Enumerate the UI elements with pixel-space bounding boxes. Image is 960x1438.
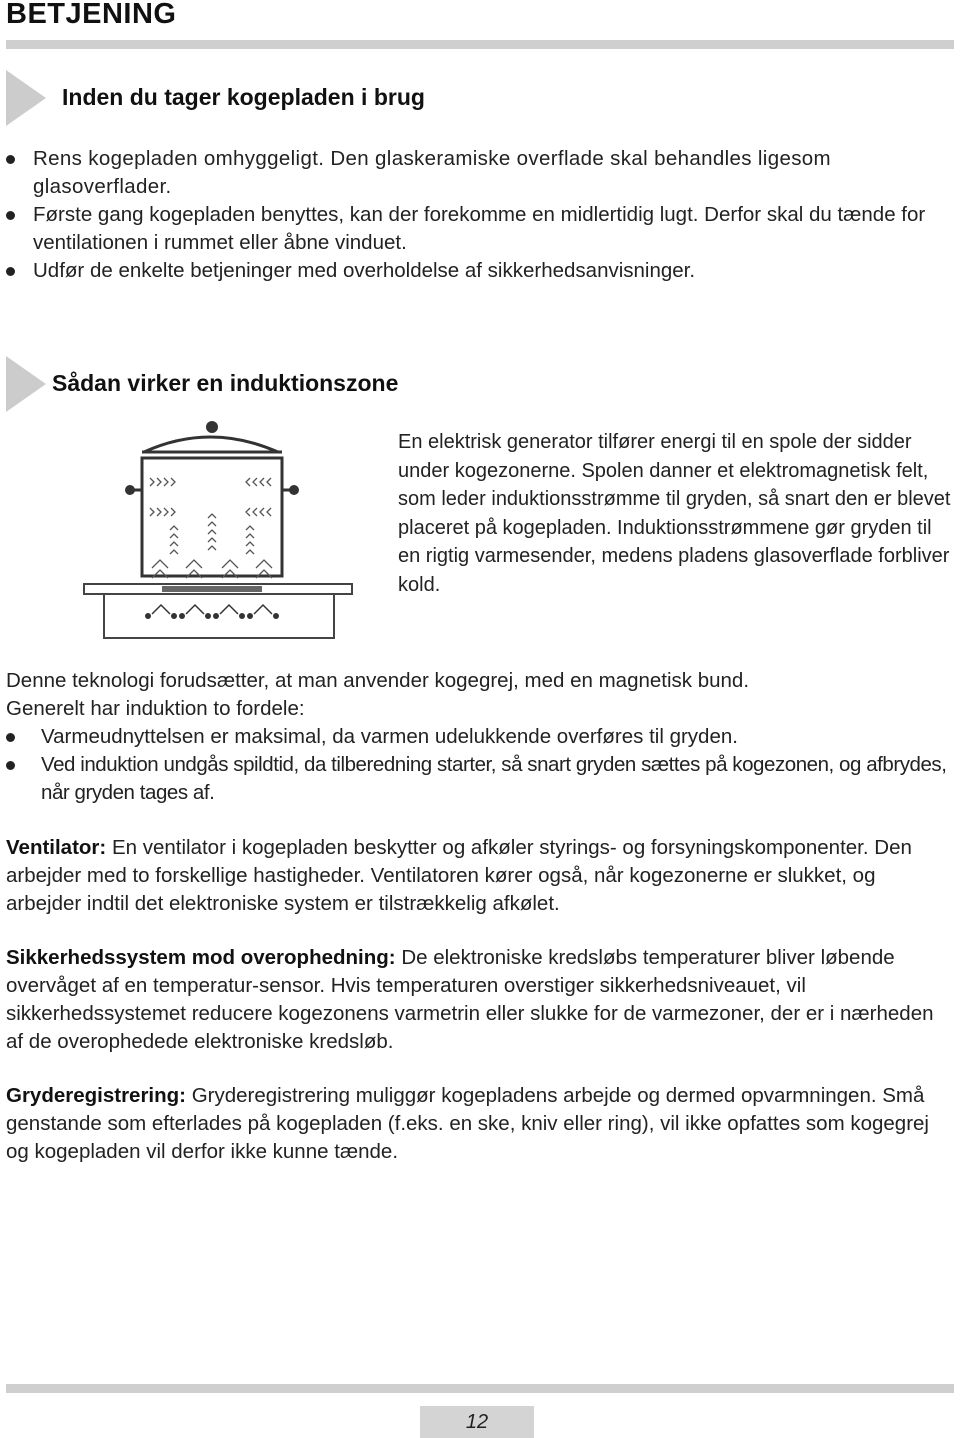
list-item-text: Rens kogepladen omhyggeligt. Den glaskeramiske overflade skal behandles ligesom glasoverflader. [33, 147, 831, 198]
intro-paragraph-2: Generelt har induktion to fordele: [6, 697, 305, 720]
pot-detection-label: Gryderegistrering: [6, 1084, 186, 1107]
before-use-list [6, 145, 956, 285]
section-arrow-icon [6, 70, 46, 126]
pot-detection-text: Gryderegistrering muliggør kogepladens arbejde og dermed opvarmningen. Små genstande som efterlades på kogepladen (f.eks. en ske, kniv eller ring), vil ikke opfattes som kogegrej og kogepladen vil derfor ikke kunne tænde. [6, 1084, 929, 1163]
list-item-text: Ved induktion undgås spildtid, da tilberedning starter, så snart gryden sættes på kogezonen, og afbrydes, når gryden tages af. [41, 753, 947, 804]
bullet-icon [6, 761, 15, 770]
list-item [6, 751, 956, 807]
bullet-icon [6, 733, 15, 742]
section-title-induction: Sådan virker en induktionszone [52, 370, 399, 396]
page-number: 12 [420, 1406, 534, 1438]
pot-detection-paragraph [6, 1082, 956, 1166]
footer-divider [6, 1384, 954, 1393]
bullet-icon [6, 267, 15, 276]
ventilator-text: En ventilator i kogepladen beskytter og afkøler styrings- og forsyningskomponenter. Den arbejder med to forskellige hastigheder. Ventilatoren kører også, når kogezonerne er slukket, og arbejder indtil det elektroniske system er tilstrækkelig afkølet. [6, 836, 912, 915]
list-item [6, 145, 956, 201]
ventilator-paragraph [6, 834, 956, 918]
list-item [6, 201, 956, 257]
section-title-before-use: Inden du tager kogepladen i brug [62, 84, 425, 110]
list-item-text: Første gang kogepladen benyttes, kan der forekomme en midlertidig lugt. Derfor skal du tænde for ventilationen i rummet eller åbne vinduet. [33, 203, 926, 254]
section-arrow-icon [6, 356, 46, 412]
list-item-text: Udfør de enkelte betjeninger med overholdelse af sikkerhedsanvisninger. [33, 259, 696, 282]
page-title: BETJENING [6, 0, 177, 30]
overheating-label: Sikkerhedssystem mod overophedning: [6, 946, 396, 969]
list-item [6, 257, 956, 285]
header-divider [6, 40, 954, 49]
induction-description: En elektrisk generator tilfører energi til en spole der sidder under kogezonerne. Spolen danner et elektromagnetisk felt, som leder induktionsstrømme til gryden, så snart den er blevet placeret på kogepladen. Induktionsstrømmene gør gryden til en rigtig varmesender, medens pladens glasoverflade forbliver kold. [398, 431, 951, 596]
induction-pot-diagram [82, 418, 354, 645]
advantages-list [6, 723, 956, 807]
induction-pot-illustration [82, 418, 354, 640]
bullet-icon [6, 155, 15, 164]
ventilator-label: Ventilator: [6, 836, 107, 859]
overheating-paragraph [6, 944, 956, 1056]
overheating-text: De elektroniske kredsløbs temperaturer bliver løbende overvåget af en temperatur-sensor. Hvis temperaturen overstiger sikkerhedsniveauet, vil sikkerhedssystemet reducere kogezonens varmetrin eller slukke for de varmezoner, der er i nærheden af de overophedede elektroniske kredsløb. [6, 946, 934, 1053]
bullet-icon [6, 211, 15, 220]
list-item [6, 723, 956, 751]
list-item-text: Varmeudnyttelsen er maksimal, da varmen udelukkende overføres til gryden. [41, 725, 738, 748]
intro-paragraph-1: Denne teknologi forudsætter, at man anvender kogegrej, med en magnetisk bund. [6, 669, 750, 692]
